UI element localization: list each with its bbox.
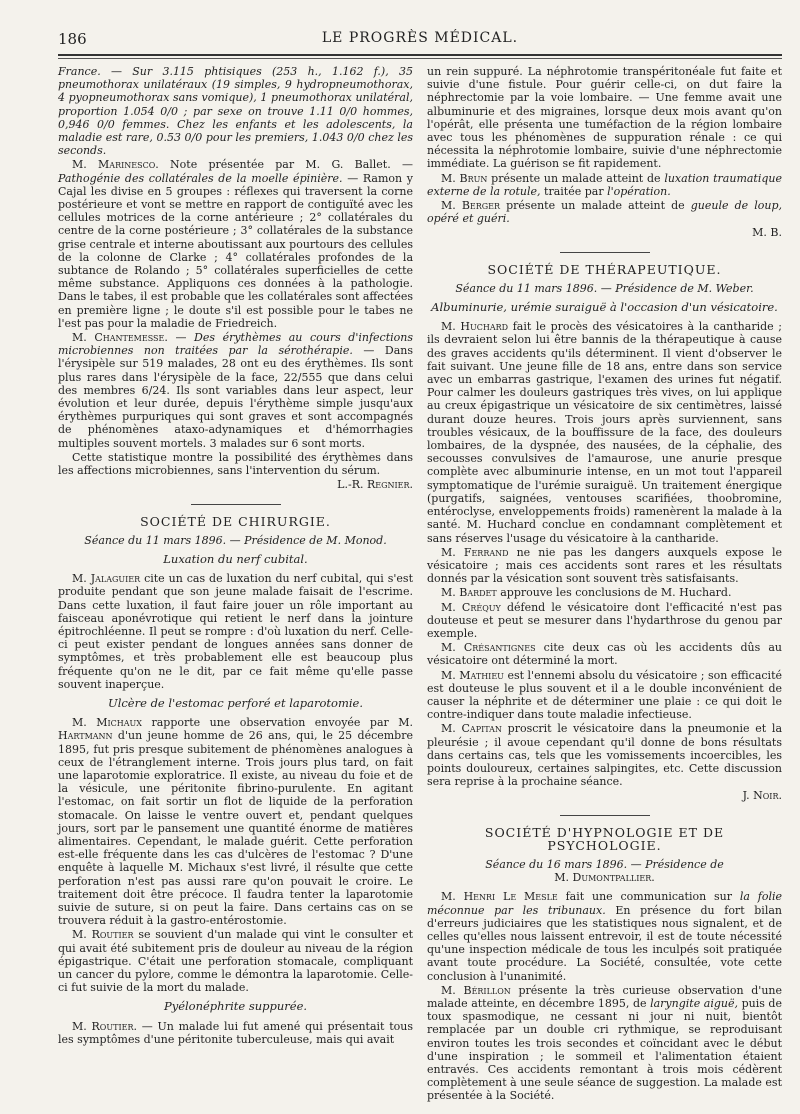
speaker-name: Hartmann xyxy=(58,729,113,743)
speaker-name: M. Créquy xyxy=(441,600,501,614)
paragraph xyxy=(427,669,782,722)
paragraph-text: — xyxy=(167,331,195,345)
subheading: Albuminurie, urémie suraiguë à l'occasion d'un vésicatoire. xyxy=(431,300,778,315)
subheading: Ulcère de l'estomac perforé et laparotomie. xyxy=(108,695,363,710)
paragraph xyxy=(427,601,782,641)
paragraph-text: En présence du fort bilan d'erreurs judiciaires que les statistiques nous signalent, et de celles qu'elles nous laissent entrevoir, il est de toute nécessité qu'une inspection médicale de tous les inculpés soit pratiquée avant toute procédure. La Société, consultée, vote cette conclusion à l'unanimité. xyxy=(427,903,782,983)
paragraph-text: fait le procès des vésicatoires à la cantharide ; ils devraient selon lui être bannis de la thérapeutique à cause des graves accidents qu'ils déterminent. Il vient d'observer le fait suivant. Une jeune fille de 18 ans, entre dans son service avec un embarras gastrique, l'examen des urines fut négatif. Pour calmer les douleurs gastriques très vives, on lui applique au creux épigastrique un vésicatoire de six centimètres, laissé durant douze heures. Trois jours après surviennent, sans troubles vésicaux, de la bouffissure de la face, des douleurs lombaires, de la dyspnée, des nausées, de la céphalie, des secousses convulsives de l'amaurose, une anurie presque complète avec albuminurie intense, en un mot tout l'appareil symptomatique de l'urémie suraiguë. Un traitement énergique (purgatifs, saignées, ventouses scarifiées, thoobromine, entéroclyse, enveloppements froids) ramenèrent la malade à la santé. M. Huchard conclue en condamnant complètement et sans réserves l'usage du vésicatoire à la cantharide. xyxy=(427,320,782,545)
paper-title: Pathogénie des collatérales de la moelle épinière. xyxy=(58,171,343,185)
paragraph-text: approuve les conclusions de M. Huchard. xyxy=(496,586,732,600)
speaker-name: M. Brun xyxy=(441,171,488,185)
speaker-name: M. Mathieu xyxy=(441,668,504,682)
speaker-name: M. Bardet xyxy=(441,586,497,600)
paragraph: Cette statistique montre la possibilité des érythèmes dans les affections microbiennes, sans l'intervention du sérum. xyxy=(58,450,413,478)
speaker-name: M. Henri Le Mesle xyxy=(441,890,558,904)
section-separator xyxy=(560,815,650,816)
paper-title: gueule de loup, opéré et guéri. xyxy=(427,199,782,226)
paragraph xyxy=(58,928,413,994)
paper-title: la folie méconnue par les tribunaux. xyxy=(427,890,783,917)
signature: J. Noir. xyxy=(742,789,782,803)
speaker-name: M. Bérillon xyxy=(441,983,511,997)
session-line: Séance du 11 mars 1896. — Présidence de M. Weber. xyxy=(455,281,754,295)
paragraph xyxy=(427,722,782,788)
section-heading: SOCIÉTÉ DE CHIRURGIE. xyxy=(140,513,331,529)
paragraph-text: puis de toux spasmodique, ne cessant ni jour ni nuit, bientôt remplacée par un double cri rythmique, se reproduisant environ toutes les trois secondes et coïncidant avec le début d'une inspiration ; le sommeil et l'alimentation étaient entravés. Ces accidents remontant à trois mois cédèrent complètement à une seule séance de suggestion. La malade est présentée à la Société. xyxy=(427,997,782,1103)
page-number: 186 xyxy=(58,30,87,48)
paragraph-text: — Ramon y Cajal les divise en 5 groupes : réflexes qui traversent la corne postérieure et vont se mettre en rapport de contiguïté avec les cellules motrices de la corne antérieure ; 2° collatérales du centre de la corne postérieure ; 3° collatérales de la substance grise centrale et interne aboutissant aux pourtours des cellules de la colonne de Clarke ; 4° collatérales profondes de la subtance de Rolando ; 5° collatérales superficielles de cette même substance. Appliquons ces données à la pathologie. Dans le tabes, il est probable que les collatérales sont affectées en première ligne ; le doute s'il est possible pour le tabes ne l'est pas pour la maladie de Friedreich. xyxy=(58,171,413,330)
paragraph xyxy=(427,890,782,982)
header-rule xyxy=(58,54,782,56)
paper-title: laryngite aiguë, xyxy=(650,997,738,1010)
session-president: M. Dumontpallier. xyxy=(554,871,655,885)
columns xyxy=(58,65,782,1104)
paragraph-text: traitée par xyxy=(540,184,608,198)
subheading: Pyélonéphrite suppurée. xyxy=(163,999,308,1014)
paragraph-text: cite un cas de luxation du nerf cubital, qui s'est produite pendant que son jeune malade faisait de l'escrime. Dans cette luxation, il faut faire jouer un rôle important au faisceau aponévrotique qui retient le nerf dans la jointure épitrochléenne. Il peut se rompre : d'où luxation du nerf. Celle-ci peut exister pendant de longues années sans donner de symptômes, et très probablement elle est beaucoup plus fréquente qu'on ne le dit, par ce fait même qu'elle passe souvent inaperçue. xyxy=(58,572,413,691)
paragraph-text: — Un malade lui fut amené qui présentait tous les symptômes d'une péritonite tuberculeuse, mais qui avait xyxy=(58,1019,413,1046)
header-rule-thin xyxy=(58,58,782,59)
paragraph-text: d'un jeune homme de 26 ans, qui, le 25 décembre 1895, fut pris presque subitement de phénomènes analogues à ceux de l'étranglement interne. Trois jours plus tard, on fait une laparotomie exploratrice. Il existe, au niveau du foie et de la vésicule, une péritonite fibrino-purulente. En agitant l'estomac, on fait sortir un flot de liquide de la perforation stomacale. On laisse le ventre ouvert et, pendant quelques jours, sort par le pansement une quantité énorme de matières alimentaires. Cependant, le malade guérit. Cette perforation est-elle fréquente dans les cas d'ulcères de l'estomac ? D'une enquête à laquelle M. Michaux s'est livré, il résulte que cette perforation n'est pas aussi rare qu'on pouvait le croire. Le traitement doit être précoce. Il faudra tenter la laparotomie suivie de suture, si on peut la faire. Dans certains cas on se trouvera réduit à la gastro-entérostomie. xyxy=(58,729,413,928)
section-separator xyxy=(191,504,281,505)
paragraph xyxy=(427,984,782,1103)
speaker-name: M. Huchard xyxy=(441,320,509,334)
paragraph xyxy=(58,716,413,927)
paragraph-text: cite deux cas où les accidents dûs au vésicatoire ont déterminé la mort. xyxy=(427,641,782,668)
paper-title: l'opération. xyxy=(607,184,671,198)
paragraph-text: Note présentée par M. G. Ballet. — xyxy=(158,158,413,172)
paragraph xyxy=(58,65,413,157)
journal-title: LE PROGRÈS MÉDICAL. xyxy=(321,30,519,46)
paragraph xyxy=(427,199,782,225)
speaker-name: M. Routier. xyxy=(72,1019,137,1033)
paragraph xyxy=(58,158,413,330)
speaker-name: M. Routier xyxy=(72,928,134,942)
paragraph-text: présente un malade atteint de xyxy=(500,199,691,213)
paragraph-text: présente un malade atteint de xyxy=(487,171,665,185)
paragraph: un rein suppuré. La néphrotomie transpéritonéale fut faite et suivie d'une fistule. Pour guérir celle-ci, on dut faire la néphrectomie par la voie lombaire. — Une femme avait une albuminurie et des migraines, lorsque deux mois avant qu'on l'opérât, elle présenta une tuméfaction de la région lombaire avec tous les phénomènes de suppuration rénale : ce qui nécessita la néphrotomie lombaire, suivie d'une néphrectomie immédiate. La guérison se fit rapidement. xyxy=(427,65,782,171)
paragraph-text: France. — Sur 3.115 phtisiques (253 h., 1.162 f.), 35 pneumothorax unilatéraux (19 simples, 9 hydropneumothorax, 4 pyopneumothorax sans vomique), 1 pneumothorax unilatéral, proportion 1.054 0/0 ; par sexe on trouve 1.11 0/0 hommes, 0,946 0/0 femmes. Chez les enfants et les adolescents, la maladie est rare, 0.53 0/0 pour les premiers, 1.043 0/0 chez les seconds. xyxy=(58,65,413,158)
section-separator xyxy=(560,252,650,253)
speaker-name: M. Ferrand xyxy=(441,545,509,559)
signature: M. B. xyxy=(752,226,782,240)
session-line: Séance du 16 mars 1896. — Présidence de xyxy=(485,857,724,871)
section-heading: SOCIÉTÉ DE THÉRAPEUTIQUE. xyxy=(487,261,722,277)
paragraph xyxy=(427,320,782,544)
section-heading: SOCIÉTÉ D'HYPNOLOGIE ET DE PSYCHOLOGIE. xyxy=(484,824,725,853)
paragraph-text: rapporte une observation envoyée par M. xyxy=(141,716,413,730)
session-line: Séance du 11 mars 1896. — Présidence de M. Monod. xyxy=(84,533,387,547)
speaker-name: M. Capitan xyxy=(441,722,502,736)
speaker-name: M. Berger xyxy=(441,199,501,213)
paragraph-text: se souvient d'un malade qui vint le consulter et qui avait été subitement pris de douleur au niveau de la région épigastrique. C'était une perforation stomacale, compliquant un cancer du pylore, comme le démontra la laparotomie. Celle-ci fut suivie de la mort du malade. xyxy=(58,928,414,995)
paragraph-text: défend le vésicatoire dont l'efficacité n'est pas douteuse et peut se mesurer dans l'hydarthrose du genou par exemple. xyxy=(427,600,782,640)
subheading: Luxation du nerf cubital. xyxy=(163,551,308,566)
speaker-name: M. Michaux xyxy=(72,716,142,730)
paragraph-text: proscrit le vésicatoire dans la pneumonie et la pleurésie ; il avoue cependant qu'il donne de bons résultats dans certains cas, tels que les vomissements incoercibles, les points douloureux, certaines salpingites, etc. Cette discussion sera reprise à la prochaine séance. xyxy=(427,722,782,789)
left-column xyxy=(58,65,413,1104)
paragraph-text: présente la très curieuse observation d'une malade atteinte, en décembre 1895, de xyxy=(427,983,782,1010)
paper-title: Des érythèmes au cours d'infections microbiennes non traitées par la sérothérapie. xyxy=(58,331,413,358)
paragraph-text: fait une communication sur xyxy=(557,890,740,904)
paragraph xyxy=(58,331,413,450)
paragraph xyxy=(427,641,782,667)
paragraph xyxy=(58,1020,413,1046)
paragraph xyxy=(427,172,782,198)
paragraph xyxy=(58,572,413,691)
right-column xyxy=(427,65,782,1104)
paragraph-text: — Dans l'érysipèle sur 519 malades, 28 ont eu des érythèmes. Ils sont plus rares dans l'érysipèle de la face, 22/555 que dans celui des membres 6/24. Ils sont variables dans leur aspect, leur évolution et leur durée, depuis l'érythème simple jusqu'aux érythèmes purpuriques qui sont graves et sont accompagnés de phénomènes ataxo-adynamiques et d'hémorrhagies multiples souvent mortels. 3 malades sur 6 sont morts. xyxy=(58,344,413,450)
signature: L.-R. Regnier. xyxy=(337,478,413,492)
speaker-name: M. Crésantignes xyxy=(441,641,536,655)
paragraph-text: est l'ennemi absolu du vésicatoire ; son efficacité est douteuse le plus souvent et il a le double inconvénient de causer la néphrite et de déterminer une plaie : ce qui doit le contre-indiquer dans toute maladie infectieuse. xyxy=(427,668,782,722)
paper-title: luxation traumatique externe de la rotule, xyxy=(427,171,783,198)
page-header xyxy=(58,26,782,48)
paragraph xyxy=(427,586,782,599)
paragraph-text: ne nie pas les dangers auxquels expose le vésicatoire ; mais ces accidents sont rares et les résultats donnés par la vésication sont souvent très satisfaisants. xyxy=(427,545,782,586)
paragraph xyxy=(427,546,782,586)
speaker-name: M. Marinesco. xyxy=(72,158,159,172)
speaker-name: M. Chantemesse. xyxy=(72,331,168,345)
speaker-name: M. Jalaguier xyxy=(72,572,141,586)
